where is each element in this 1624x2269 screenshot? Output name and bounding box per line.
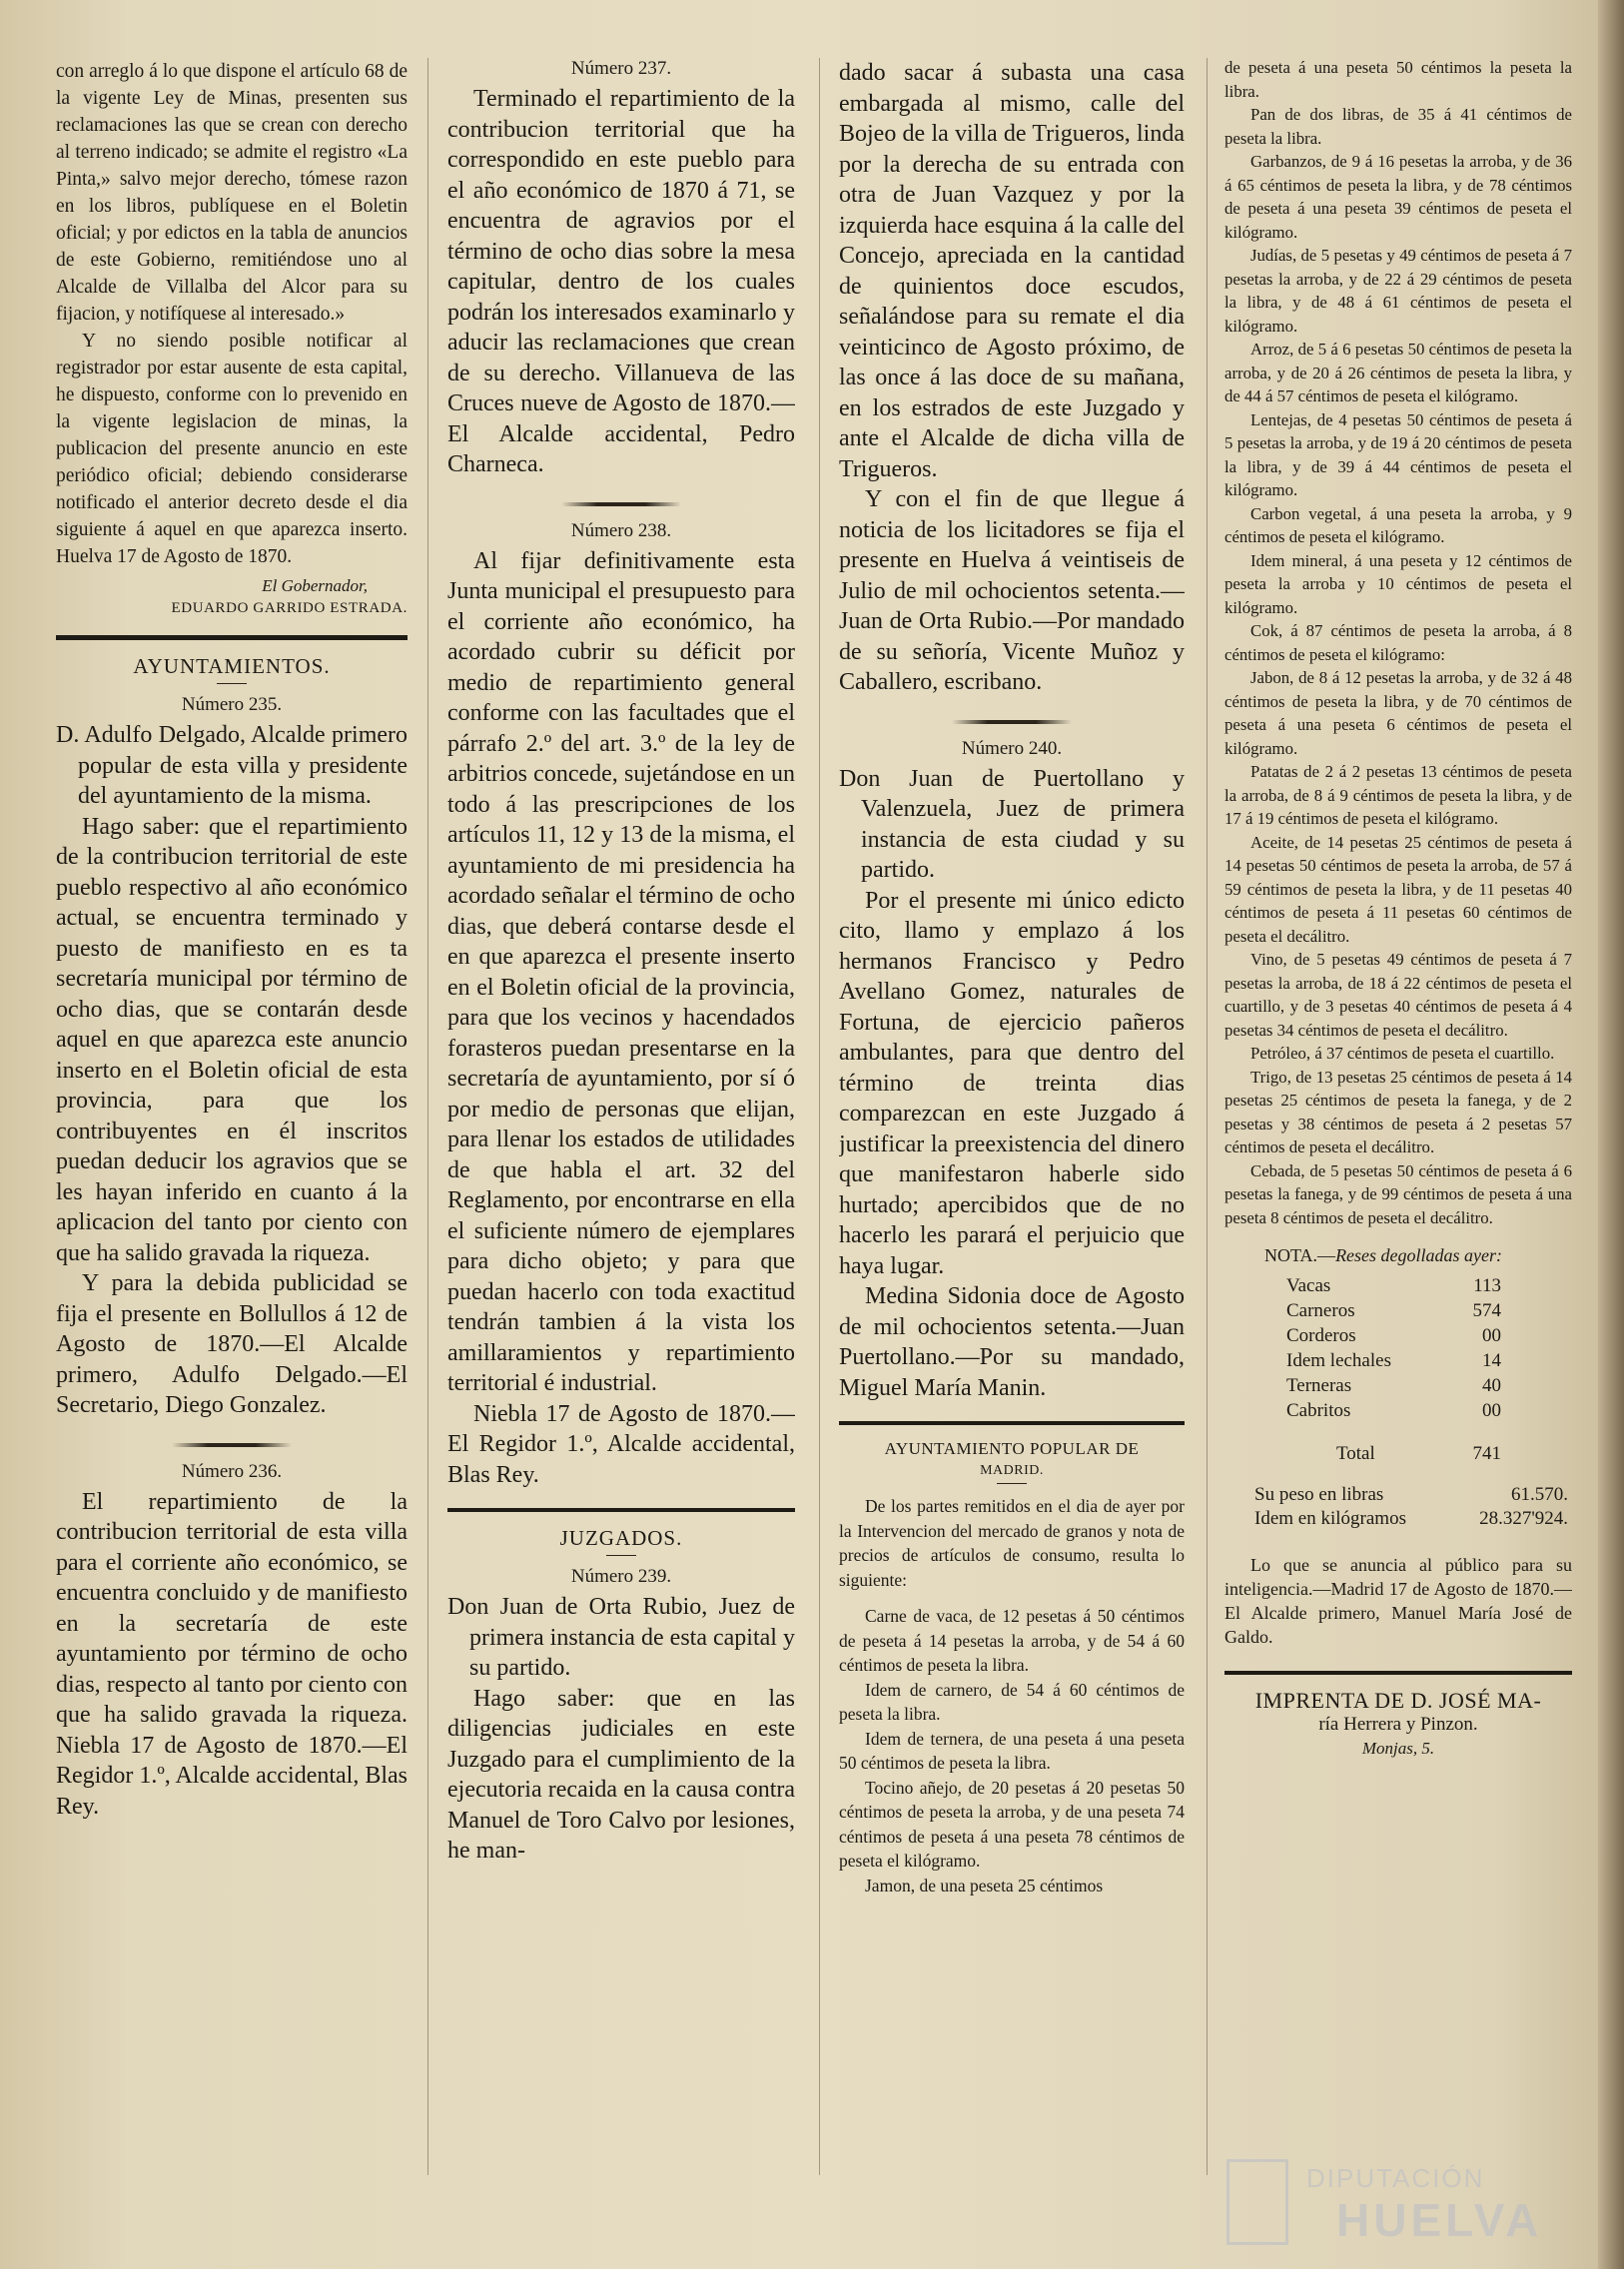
price-item: Tocino añejo, de 20 pesetas á 20 pesetas 50 céntimos de peseta la arroba, y de una peseta 74 céntimos de peseta á una peseta 78 céntimos de peseta el kilógramo. — [839, 1777, 1185, 1871]
price-item: Idem de ternera, de una peseta á una peseta 50 céntimos de peseta la libra. — [839, 1728, 1185, 1773]
reses-total-label: Total — [1336, 1443, 1375, 1464]
governor-title: El Gobernador, — [262, 576, 368, 595]
price-item: Carne de vaca, de 12 pesetas á 50 céntimos de peseta á 14 pesetas la arroba, y de 54 á 60 céntimos de peseta la libra. — [839, 1606, 1185, 1675]
peso-libras-label: Su peso en libras — [1254, 1484, 1384, 1505]
archive-watermark — [1226, 2157, 1556, 2247]
reses-name: Cabritos — [1286, 1400, 1351, 1421]
notice-number: Número 240. — [961, 737, 1063, 759]
reses-name: Corderos — [1286, 1325, 1356, 1346]
peso-kg-row — [1224, 1507, 1572, 1531]
notice-number: Número 238. — [570, 519, 672, 541]
price-item: Vino, de 5 pesetas 49 céntimos de peseta á 7 pesetas la arroba, de 18 á 22 céntimos de peseta el cuartillo, y de 3 pesetas 40 céntimos de peseta á 4 pesetas 34 céntimos de peseta el decálitro. — [1224, 950, 1572, 1040]
reses-name: Terneras — [1286, 1375, 1352, 1396]
reses-total-value: 741 — [1472, 1443, 1501, 1464]
peso-libras-row — [1224, 1483, 1572, 1507]
section-rule — [839, 1421, 1185, 1425]
page-edge-shadow — [1598, 0, 1624, 2269]
imprint — [1224, 1689, 1572, 1761]
table-row — [1286, 1349, 1519, 1374]
section-title-juzgados: JUZGADOS. — [559, 1526, 683, 1550]
price-item: Carbon vegetal, á una peseta la arroba, y 9 céntimos de peseta el kilógramo. — [1224, 503, 1572, 546]
imprint-line-3: Monjas, 5. — [1361, 1739, 1435, 1758]
notice-heading: D. Adulfo Delgado, Alcalde primero popular de esta villa y presidente del ayuntamiento de la misma. — [56, 722, 407, 809]
section-title-ayuntamientos: AYUNTAMIENTOS. — [133, 654, 331, 678]
table-row — [1286, 1274, 1519, 1299]
notice-body: El repartimiento de la contribucion territorial de esta villa para el corriente año económico, se encuentra concluido y de manifiesto en la secretaría de este ayuntamiento por término de ocho dias, respecto al tanto por ciento con que ha salido gravada la riqueza. Niebla 17 de Agosto de 1870.—El Regidor 1.º, Alcalde accidental, Blas Rey. — [56, 1488, 407, 1820]
nota-label: NOTA.— — [1264, 1245, 1336, 1265]
notice-body: Hago saber: que el repartimiento de la contribucion territorial de este pueblo respectivo al año económico actual, se encuentra terminado y puesto de manifiesto en es ta secretaría municipal por término de ocho dias, que se contarán desde aquel en que aparezca este anuncio inserto en el Boletin oficial de esta provincia, para que los contribuyentes en él inscritos puedan deducir los agravios que se les hayan inferido en cuanto á la aplicacion del tanto por ciento con que ha salido gravada la riqueza. — [56, 813, 407, 1266]
price-item: Petróleo, á 37 céntimos de peseta el cuartillo. — [1250, 1044, 1555, 1063]
separator-ornament — [561, 502, 681, 506]
notice-body: Niebla 17 de Agosto de 1870.—El Regidor 1.º, Alcalde accidental, Blas Rey. — [447, 1400, 795, 1488]
price-item: Aceite, de 14 pesetas 25 céntimos de peseta á 14 pesetas 50 céntimos de peseta la arroba, de 57 á 59 céntimos de peseta la libra, y de 11 pesetas 40 céntimos de peseta á 11 pesetas 60 céntimos de peseta el decálitro. — [1224, 832, 1572, 946]
peso-kg-label: Idem en kilógramos — [1254, 1508, 1406, 1529]
nota-heading — [1264, 1245, 1572, 1266]
market-intro: De los partes remitidos en el dia de ayer por la Intervencion del mercado de granos y nota de precios de artículos de consumo, resulta lo siguiente: — [839, 1496, 1185, 1590]
notice-number: Número 235. — [181, 694, 283, 715]
table-row — [1286, 1399, 1519, 1424]
price-item: Cok, á 87 céntimos de peseta la arroba, á 8 céntimos de peseta el kilógramo: — [1224, 621, 1572, 664]
watermark-text-2: HUELVA — [1336, 2194, 1543, 2246]
notice-body: dado sacar á subasta una casa embargada al mismo, calle del Bojeo de la villa de Trigueros, linda por la derecha de su entrada con otra de Juan Vazquez y por la izquierda hace esquina á la calle del Concejo, apreciada en la cantidad de quinientos doce escudos, señalándose para su remate el dia veinticinco de Agosto próximo, de las once á las doce de su mañana, en los estrados de este Juzgado y ante el Alcalde de dicha villa de Trigueros. — [839, 60, 1185, 482]
price-item: Arroz, de 5 á 6 pesetas 50 céntimos de peseta la arroba, y de 20 á 26 céntimos de peseta la libra, y de 44 á 57 céntimos de peseta el kilógramo. — [1224, 340, 1572, 405]
notice-body: Hago saber: que en las diligencias judiciales en este Juzgado para el cumplimiento de la ejecutoria recaida en la causa contra Manuel de Toro Calvo por lesiones, he man- — [447, 1685, 795, 1864]
column-3 — [839, 58, 1185, 1897]
price-item: Cebada, de 5 pesetas 50 céntimos de peseta á 6 pesetas la fanega, y de 99 céntimos de peseta á una peseta 8 céntimos de peseta el decálitro. — [1224, 1160, 1572, 1227]
price-item: Judías, de 5 pesetas y 49 céntimos de peseta á 7 pesetas la arroba, y de 22 á 29 céntimos de peseta la libra, y de 48 á 61 céntimos de peseta el kilógramo. — [1224, 246, 1572, 336]
watermark-text-1: DIPUTACIÓN — [1306, 2163, 1485, 2193]
notice-number: Número 237. — [570, 58, 672, 79]
section-rule — [1224, 1671, 1572, 1675]
reses-value: 40 — [1481, 1375, 1501, 1396]
section-subtitle-madrid: MADRID. — [980, 1463, 1044, 1478]
reses-value: 14 — [1481, 1350, 1501, 1371]
notice-body: Al fijar definitivamente esta Junta municipal el presupuesto para el corriente año económico, ha acordado cubrir su déficit por medio de repartimiento general conforme con las facultades que el párrafo 2.º del art. 3.º de la ley de arbitrios concede, sujetándose en un todo á las prescripciones de los artículos 11, 12 y 13 de la misma, el ayuntamiento de mi presidencia ha acordado señalar el término de ocho dias, que deberá contarse desde el en que aparezca el presente inserto en el Boletin oficial de la provincia, para que los vecinos y hacendados forasteros puedan presentarse en la secretaría de ayuntamiento, por sí ó por medio de personas que elijan, para llenar los estados de utilidades de que habla el art. 32 del Reglamento, por encontrarse en ella el suficiente número de ejemplares para dicho objeto; y para que puedan hacerlo con toda exactitud tendrán tambien á la vista los amillaramientos y repartimiento territorial é industrial. — [447, 547, 795, 1396]
price-item: Idem de carnero, de 54 á 60 céntimos de peseta la libra. — [839, 1679, 1185, 1724]
column-divider — [819, 58, 820, 2175]
price-item: Idem mineral, á una peseta y 12 céntimos de peseta la arroba y 10 céntimos de peseta el kilógramo. — [1224, 550, 1572, 617]
column-2 — [447, 58, 795, 1867]
column-1 — [56, 58, 407, 1822]
title-dash — [606, 1555, 636, 1556]
mining-notice-text: con arreglo á lo que dispone el artículo 68 de la vigente Ley de Minas, presenten sus reclamaciones las que se crean con derecho al terreno indicado; se admite el registro «La Pinta,» salvo mejor derecho, tómese razon en los libros, publíquese en el Boletin oficial; y por edictos en la tabla de anuncios de este Gobierno, remitiéndose uno al Alcalde de Villalba del Alcor para su fijacion, y notifíquese al interesado.» — [56, 61, 407, 325]
section-rule — [447, 1508, 795, 1512]
price-item: Jamon, de una peseta 25 céntimos — [865, 1875, 1104, 1895]
reses-table — [1286, 1274, 1519, 1467]
mining-notification-text: Y no siendo posible notificar al registrador por estar ausente de esta capital, he dispuesto, conforme con lo prevenido en la vigente legislacion de minas, la publicacion del presente anuncio en este periódico oficial; debiendo considerarse notificado el anterior decreto desde el dia siguiente á aquel en que aparezca inserto. Huelva 17 de Agosto de 1870. — [56, 331, 407, 567]
notice-body: Y para la debida publicidad se fija el presente en Bollullos á 12 de Agosto de 1870.—El Alcalde primero, Adulfo Delgado.—El Secretario, Diego Gonzalez. — [56, 1270, 407, 1418]
reses-value: 113 — [1473, 1275, 1501, 1296]
reses-value: 00 — [1481, 1325, 1501, 1346]
imprint-line-2: ría Herrera y Pinzon. — [1318, 1714, 1478, 1735]
notice-heading: Don Juan de Puertollano y Valenzuela, Juez de primera instancia de esta ciudad y su partido. — [839, 765, 1185, 883]
reses-name: Vacas — [1286, 1275, 1331, 1296]
separator-ornament — [952, 720, 1072, 724]
peso-libras-value: 61.570. — [1511, 1484, 1568, 1505]
watermark-logo-icon — [1226, 2159, 1288, 2245]
price-item: Trigo, de 13 pesetas 25 céntimos de peseta á 14 pesetas 25 céntimos de peseta la fanega, y de 2 pesetas y 38 céntimos de peseta á 2 pesetas 57 céntimos de peseta el decálitro. — [1224, 1067, 1572, 1156]
section-rule — [56, 635, 407, 640]
notice-body: Por el presente mi único edicto cito, llamo y emplazo á los hermanos Francisco y Pedro Avellano Gomez, naturales de Fortuna, de ejercicio pañeros ambulantes, para que dentro del término de treinta dias comparezcan en este Juzgado á justificar la preexistencia del dinero que manifestaron haberle sido hurtado; apercibidos que de no hacerlo les parará el perjuicio que haya lugar. — [839, 887, 1185, 1279]
title-dash — [217, 683, 247, 684]
price-item: Garbanzos, de 9 á 16 pesetas la arroba, y de 36 á 65 céntimos de peseta la libra, y de 78 céntimos de peseta á una peseta 39 céntimos de peseta el kilógramo. — [1224, 152, 1572, 242]
separator-ornament — [172, 1443, 292, 1447]
price-item: Lentejas, de 4 pesetas 50 céntimos de peseta á 5 pesetas la arroba, y de 19 á 20 céntimos de peseta la libra, y de 39 á 44 céntimos de peseta el kilógramo. — [1224, 409, 1572, 499]
reses-name: Carneros — [1286, 1300, 1355, 1321]
title-dash — [997, 1483, 1027, 1484]
notice-body: Medina Sidonia doce de Agosto de mil ochocientos setenta.—Juan Puertollano.—Por su mandado, Miguel María Manin. — [839, 1283, 1185, 1401]
column-4 — [1224, 56, 1572, 1761]
peso-kg-value: 28.327'924. — [1479, 1508, 1568, 1529]
table-row — [1286, 1374, 1519, 1399]
reses-value: 00 — [1481, 1400, 1501, 1421]
notice-heading: Don Juan de Orta Rubio, Juez de primera instancia de esta capital y su partido. — [447, 1594, 795, 1681]
nota-text: Reses degolladas ayer: — [1335, 1245, 1503, 1265]
notice-body: Y con el fin de que llegue á noticia de los licitadores se fija el presente en Huelva á veintiseis de Julio de mil ochocientos setenta.—Juan de Orta Rubio.—Por mandado de su señoría, Vicente Muñoz y Caballero, escribano. — [839, 486, 1185, 695]
reses-value: 574 — [1472, 1300, 1501, 1321]
reses-name: Idem lechales — [1286, 1350, 1391, 1371]
governor-name: EDUARDO GARRIDO ESTRADA. — [171, 600, 407, 616]
imprint-line-1: IMPRENTA DE D. JOSÉ MA- — [1254, 1688, 1542, 1713]
closing-text: Lo que se anuncia al público para su inteligencia.—Madrid 17 de Agosto de 1870.—El Alcalde primero, Manuel María José de Galdo. — [1224, 1555, 1572, 1647]
column-divider — [427, 58, 428, 2175]
notice-number: Número 236. — [181, 1460, 283, 1482]
notice-number: Número 239. — [570, 1566, 672, 1587]
table-row — [1286, 1324, 1519, 1349]
price-item: Patatas de 2 á 2 pesetas 13 céntimos de peseta la arroba, de 8 á 9 céntimos de peseta la libra, y de 17 á 19 céntimos de peseta el kilógramo. — [1224, 762, 1572, 828]
table-row-total — [1286, 1424, 1519, 1467]
price-item: Jabon, de 8 á 12 pesetas la arroba, y de 32 á 48 céntimos de peseta la libra, y de 70 céntimos de peseta á una peseta 6 céntimos de peseta el kilógramo. — [1224, 668, 1572, 758]
table-row — [1286, 1299, 1519, 1324]
price-item: de peseta á una peseta 50 céntimos la peseta la libra. — [1224, 58, 1572, 101]
column-divider — [1207, 58, 1208, 2175]
section-title-ayuntamiento-madrid: AYUNTAMIENTO POPULAR DE — [884, 1439, 1140, 1458]
price-item: Pan de dos libras, de 35 á 41 céntimos de peseta la libra. — [1224, 105, 1572, 148]
notice-body: Terminado el repartimiento de la contribucion territorial que ha correspondido en este pueblo para el año económico de 1870 á 71, se encuentra de agravios por el término de ocho dias sobre la mesa capitular, dentro de los cuales podrán los interesados examinarlo y aducir las reclamaciones que crean de su derecho. Villanueva de las Cruces nueve de Agosto de 1870.—El Alcalde accidental, Pedro Charneca. — [447, 86, 795, 477]
